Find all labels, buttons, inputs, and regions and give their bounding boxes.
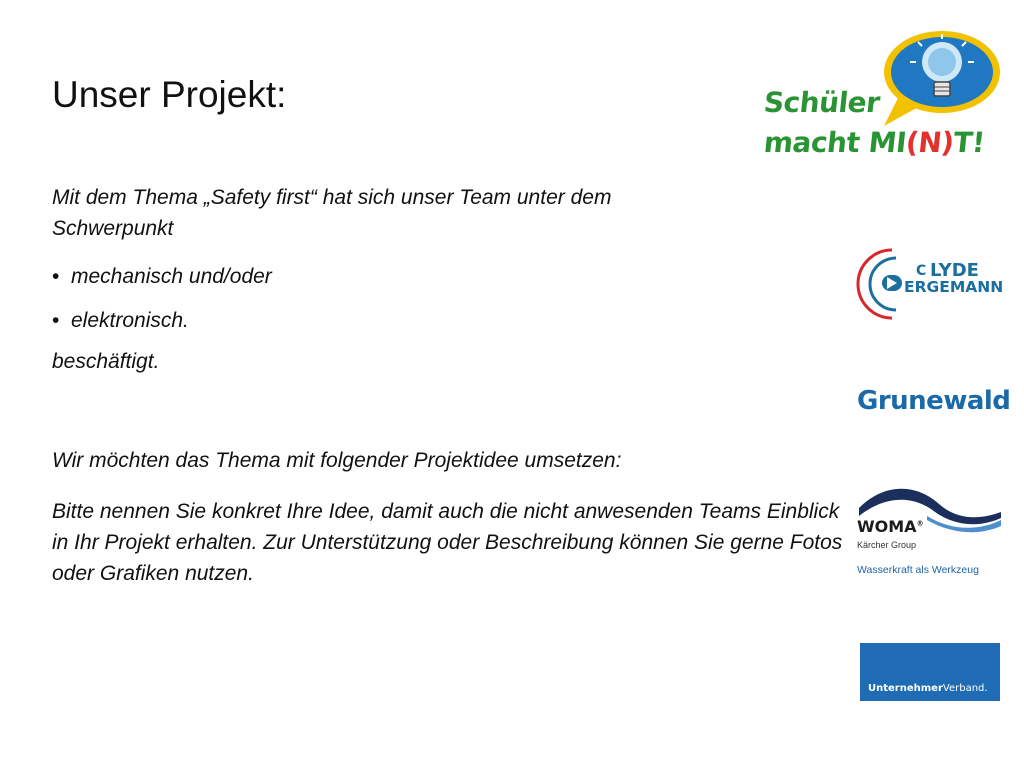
list-item [52, 262, 272, 306]
logo-word-lyde: LYDE [930, 260, 979, 281]
uv-text-regular: Verband. [942, 683, 988, 694]
focus-list [52, 262, 272, 350]
logo-text-part: T! [951, 126, 987, 159]
outro-text: beschäftigt. [52, 350, 160, 373]
registered-mark: ® [916, 519, 924, 528]
list-item-text: mechanisch und/oder [71, 265, 272, 288]
unternehmerverband-logo [860, 643, 1000, 701]
woma-name: WOMA [857, 517, 917, 536]
project-question: Wir möchten das Thema mit folgender Projektidee umsetzen: [52, 449, 622, 472]
uv-wordmark [868, 683, 988, 694]
lightbulb-icon [880, 28, 1005, 128]
svg-text:C: C [916, 263, 927, 279]
list-item [52, 306, 272, 350]
woma-logo [857, 486, 1007, 586]
logo-text-part: macht MI [762, 126, 908, 159]
clyde-bergemann-logo [852, 244, 1012, 322]
woma-group: Kärcher Group [857, 540, 917, 550]
logo-word-ergemann: ERGEMANN [904, 278, 1004, 296]
logo-text-line1: Schüler [762, 86, 882, 119]
schueler-macht-mint-logo [760, 26, 1005, 176]
slide-title: Unser Projekt: [52, 74, 287, 115]
woma-tagline: Wasserkraft als Werkzeug [857, 564, 979, 576]
intro-text: Mit dem Thema „Safety first“ hat sich unser Team unter dem Schwerpunkt [52, 186, 612, 240]
list-item-text: elektronisch. [71, 309, 189, 332]
woma-wordmark [857, 517, 924, 536]
logo-text-accent: (N) [904, 126, 956, 159]
grunewald-logo: Grunewald [857, 386, 1011, 416]
bullet-icon: • [52, 265, 60, 288]
logo-text-line2 [762, 126, 986, 159]
uv-text-bold: Unternehmer [868, 683, 943, 694]
instruction-text: Bitte nennen Sie konkret Ihre Idee, damit auch die nicht anwesenden Teams Einblick in Ihr Projekt erhalten. Zur Unterstützung oder Beschreibung können Sie gerne Fotos oder Grafiken nutzen. [52, 500, 843, 585]
bullet-icon: • [52, 309, 60, 332]
